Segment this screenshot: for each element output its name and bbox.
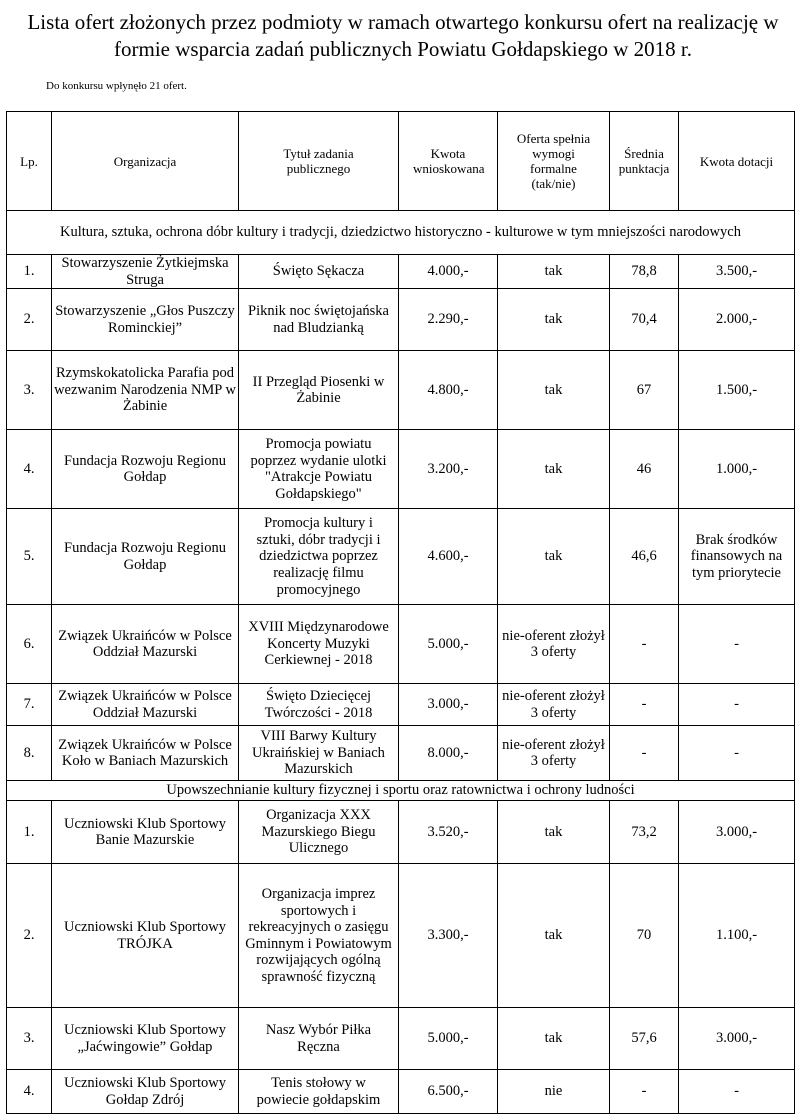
cell-organization: Uczniowski Klub Sportowy „Jaćwingowie” Gołdap bbox=[52, 1008, 239, 1070]
cell-organization: Uczniowski Klub Sportowy Gołdap Zdrój bbox=[52, 1070, 239, 1114]
cell-organization: Fundacja Rozwoju Regionu Gołdap bbox=[52, 430, 239, 509]
cell-average-score: - bbox=[610, 605, 679, 684]
cell-organization: Uczniowski Klub Sportowy Banie Mazurskie bbox=[52, 801, 239, 864]
cell-lp: 4. bbox=[7, 1070, 52, 1114]
table-row bbox=[7, 430, 795, 509]
section-row bbox=[7, 781, 795, 801]
cell-organization: Rzymskokatolicka Parafia pod wezwanim Narodzenia NMP w Żabinie bbox=[52, 351, 239, 430]
cell-grant-amount: 3.500,- bbox=[679, 255, 795, 289]
cell-average-score: - bbox=[610, 726, 679, 781]
cell-lp: 7. bbox=[7, 684, 52, 726]
cell-average-score: 78,8 bbox=[610, 255, 679, 289]
header-organization: Organizacja bbox=[52, 112, 239, 211]
cell-average-score: - bbox=[610, 684, 679, 726]
cell-grant-amount: 3.000,- bbox=[679, 801, 795, 864]
cell-lp: 3. bbox=[7, 351, 52, 430]
cell-requested-amount: 3.300,- bbox=[399, 864, 498, 1008]
table-row bbox=[7, 864, 795, 1008]
table-row bbox=[7, 1070, 795, 1114]
cell-task-title: Organizacja XXX Mazurskiego Biegu Ulicznego bbox=[239, 801, 399, 864]
cell-formal-requirements: tak bbox=[498, 430, 610, 509]
cell-grant-amount: 1.100,- bbox=[679, 864, 795, 1008]
cell-requested-amount: 6.500,- bbox=[399, 1070, 498, 1114]
header-requested-amount: Kwota wnioskowana bbox=[399, 112, 498, 211]
cell-grant-amount: - bbox=[679, 1070, 795, 1114]
table-row bbox=[7, 255, 795, 289]
cell-lp: 2. bbox=[7, 289, 52, 351]
cell-average-score: 67 bbox=[610, 351, 679, 430]
cell-average-score: 46,6 bbox=[610, 509, 679, 605]
cell-requested-amount: 4.600,- bbox=[399, 509, 498, 605]
cell-organization: Związek Ukraińców w Polsce Oddział Mazurski bbox=[52, 684, 239, 726]
cell-formal-requirements: tak bbox=[498, 801, 610, 864]
cell-formal-requirements: nie bbox=[498, 1070, 610, 1114]
cell-requested-amount: 4.000,- bbox=[399, 255, 498, 289]
cell-average-score: 57,6 bbox=[610, 1008, 679, 1070]
cell-task-title: II Przegląd Piosenki w Żabinie bbox=[239, 351, 399, 430]
table-row bbox=[7, 801, 795, 864]
table-row bbox=[7, 351, 795, 430]
cell-lp: 3. bbox=[7, 1008, 52, 1070]
cell-formal-requirements: nie-oferent złożył 3 oferty bbox=[498, 726, 610, 781]
cell-requested-amount: 2.290,- bbox=[399, 289, 498, 351]
header-row bbox=[7, 112, 795, 211]
section-title: Kultura, sztuka, ochrona dóbr kultury i tradycji, dziedzictwo historyczno - kulturowe w tym mniejszości narodowych bbox=[7, 211, 795, 255]
header-formal-requirements: Oferta spełnia wymogi formalne (tak/nie) bbox=[498, 112, 610, 211]
table-row bbox=[7, 509, 795, 605]
cell-task-title: Tenis stołowy w powiecie gołdapskim bbox=[239, 1070, 399, 1114]
cell-formal-requirements: nie-oferent złożył 3 oferty bbox=[498, 684, 610, 726]
table-row bbox=[7, 684, 795, 726]
header-task-title: Tytuł zadania publicznego bbox=[239, 112, 399, 211]
cell-lp: 5. bbox=[7, 509, 52, 605]
table-row bbox=[7, 1008, 795, 1070]
cell-lp: 2. bbox=[7, 864, 52, 1008]
cell-formal-requirements: nie-oferent złożył 3 oferty bbox=[498, 605, 610, 684]
cell-average-score: 73,2 bbox=[610, 801, 679, 864]
section-row bbox=[7, 211, 795, 255]
cell-requested-amount: 3.000,- bbox=[399, 684, 498, 726]
cell-average-score: 46 bbox=[610, 430, 679, 509]
cell-organization: Związek Ukraińców w Polsce Koło w Baniach Mazurskich bbox=[52, 726, 239, 781]
cell-grant-amount: - bbox=[679, 605, 795, 684]
cell-task-title: Nasz Wybór Piłka Ręczna bbox=[239, 1008, 399, 1070]
section-title: Upowszechnianie kultury fizycznej i sportu oraz ratownictwa i ochrony ludności bbox=[7, 781, 795, 801]
cell-organization: Stowarzyszenie „Głos Puszczy Rominckiej” bbox=[52, 289, 239, 351]
cell-task-title: Piknik noc świętojańska nad Bludzianką bbox=[239, 289, 399, 351]
intro-text: Do konkursu wpłynęło 21 ofert. bbox=[46, 80, 187, 92]
cell-grant-amount: 3.000,- bbox=[679, 1008, 795, 1070]
cell-task-title: VIII Barwy Kultury Ukraińskiej w Baniach Mazurskich bbox=[239, 726, 399, 781]
cell-requested-amount: 3.520,- bbox=[399, 801, 498, 864]
cell-organization: Stowarzyszenie Żytkiejmska Struga bbox=[52, 255, 239, 289]
cell-requested-amount: 5.000,- bbox=[399, 605, 498, 684]
cell-average-score: - bbox=[610, 1070, 679, 1114]
cell-lp: 6. bbox=[7, 605, 52, 684]
cell-requested-amount: 3.200,- bbox=[399, 430, 498, 509]
cell-formal-requirements: tak bbox=[498, 351, 610, 430]
cell-organization: Związek Ukraińców w Polsce Oddział Mazurski bbox=[52, 605, 239, 684]
cell-requested-amount: 4.800,- bbox=[399, 351, 498, 430]
cell-formal-requirements: tak bbox=[498, 864, 610, 1008]
table-row bbox=[7, 289, 795, 351]
cell-lp: 1. bbox=[7, 801, 52, 864]
cell-lp: 8. bbox=[7, 726, 52, 781]
cell-organization: Fundacja Rozwoju Regionu Gołdap bbox=[52, 509, 239, 605]
cell-task-title: Promocja powiatu poprzez wydanie ulotki "Atrakcje Powiatu Gołdapskiego" bbox=[239, 430, 399, 509]
offers-table bbox=[6, 111, 795, 1114]
cell-task-title: XVIII Międzynarodowe Koncerty Muzyki Cerkiewnej - 2018 bbox=[239, 605, 399, 684]
cell-grant-amount: Brak środków finansowych na tym priorytecie bbox=[679, 509, 795, 605]
cell-requested-amount: 8.000,- bbox=[399, 726, 498, 781]
cell-task-title: Promocja kultury i sztuki, dóbr tradycji i dziedzictwa poprzez realizację filmu promocyjnego bbox=[239, 509, 399, 605]
cell-average-score: 70 bbox=[610, 864, 679, 1008]
cell-requested-amount: 5.000,- bbox=[399, 1008, 498, 1070]
cell-lp: 1. bbox=[7, 255, 52, 289]
cell-formal-requirements: tak bbox=[498, 255, 610, 289]
cell-grant-amount: 2.000,- bbox=[679, 289, 795, 351]
header-lp: Lp. bbox=[7, 112, 52, 211]
header-average-score: Średnia punktacja bbox=[610, 112, 679, 211]
cell-formal-requirements: tak bbox=[498, 1008, 610, 1070]
cell-formal-requirements: tak bbox=[498, 509, 610, 605]
cell-average-score: 70,4 bbox=[610, 289, 679, 351]
header-grant-amount: Kwota dotacji bbox=[679, 112, 795, 211]
cell-organization: Uczniowski Klub Sportowy TRÓJKA bbox=[52, 864, 239, 1008]
cell-grant-amount: - bbox=[679, 726, 795, 781]
cell-grant-amount: 1.000,- bbox=[679, 430, 795, 509]
cell-formal-requirements: tak bbox=[498, 289, 610, 351]
cell-task-title: Święto Dziecięcej Twórczości - 2018 bbox=[239, 684, 399, 726]
cell-task-title: Organizacja imprez sportowych i rekreacyjnych o zasięgu Gminnym i Powiatowym rozwijających ogólną sprawność fizyczną bbox=[239, 864, 399, 1008]
document-title: Lista ofert złożonych przez podmioty w ramach otwartego konkursu ofert na realizację w formie wsparcia zadań publicznych Powiatu Gołdapskiego w 2018 r. bbox=[27, 10, 779, 61]
cell-lp: 4. bbox=[7, 430, 52, 509]
table-row bbox=[7, 726, 795, 781]
cell-grant-amount: - bbox=[679, 684, 795, 726]
cell-grant-amount: 1.500,- bbox=[679, 351, 795, 430]
table-row bbox=[7, 605, 795, 684]
cell-task-title: Święto Sękacza bbox=[239, 255, 399, 289]
